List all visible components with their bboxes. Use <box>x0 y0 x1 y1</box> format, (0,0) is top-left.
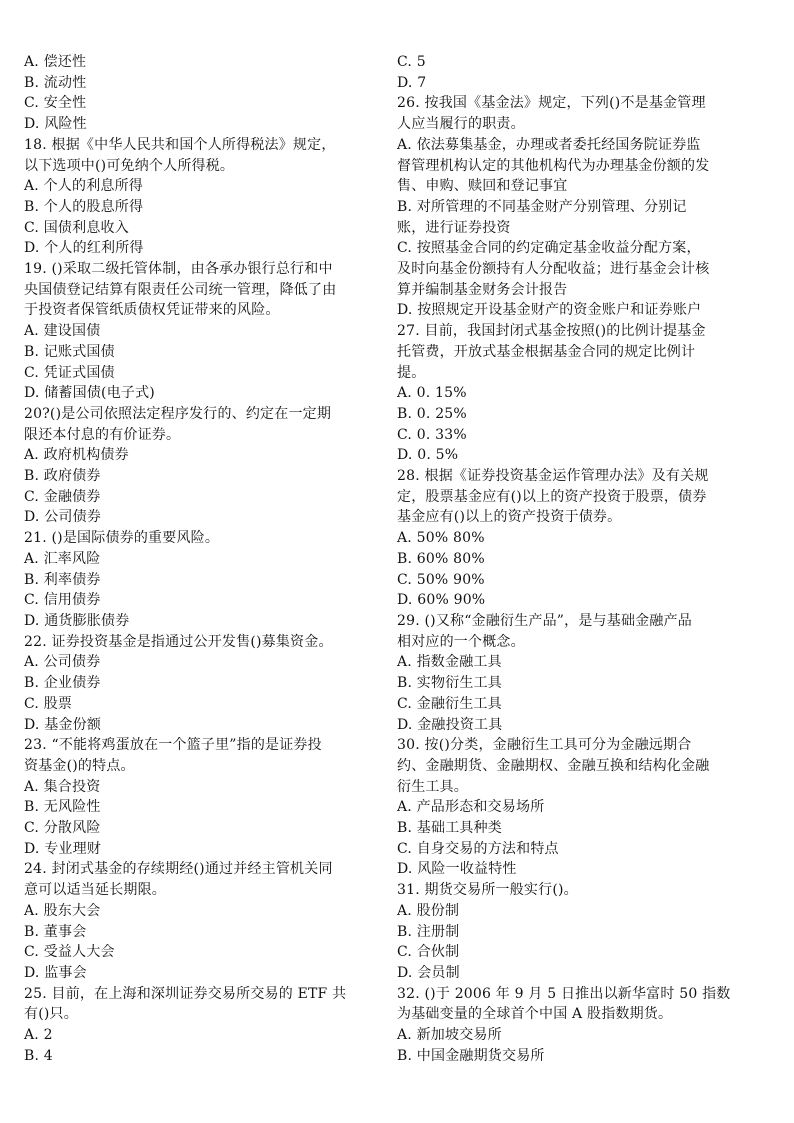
text-line: A. 建设国债 <box>24 323 101 340</box>
text-line: B. 基础工具种类 <box>397 820 502 837</box>
text-line: B. 个人的股息所得 <box>24 198 144 215</box>
text-line: 23. “不能将鸡蛋放在一个篮子里”指的是证券投 <box>24 737 322 754</box>
right-column <box>397 52 757 1066</box>
text-line: D. 按照规定开设基金财产的资金账户和证券账户 <box>397 302 702 319</box>
text-line: B. 60% 80% <box>397 550 485 567</box>
text-line: 18. 根据《中华人民共和国个人所得税法》规定， <box>24 136 336 153</box>
text-line: 限还本付息的有价证券。 <box>24 426 181 443</box>
left-column <box>24 52 384 1066</box>
text-line: C. 金融衍生工具 <box>397 695 502 712</box>
text-line: B. 企业债券 <box>24 675 101 692</box>
text-line: B. 政府债券 <box>24 468 101 485</box>
text-line: 21. ()是国际债券的重要风险。 <box>24 530 220 547</box>
text-line: 人应当履行的职责。 <box>397 116 525 133</box>
text-line: 提。 <box>397 364 426 381</box>
text-line: C. 受益人大会 <box>24 944 115 961</box>
text-line: A. 政府机构债券 <box>24 447 129 464</box>
text-line: B. 0. 25% <box>397 405 467 422</box>
text-line: 账，进行证券投资 <box>397 219 511 236</box>
text-line: B. 中国金融期货交易所 <box>397 1047 545 1064</box>
text-line: B. 对所管理的不同基金财产分别管理、分别记 <box>397 198 687 215</box>
text-line: D. 通货膨胀债券 <box>24 612 130 629</box>
text-line: D. 基金份额 <box>24 716 102 733</box>
text-line: 26. 按我国《基金法》规定，下列()不是基金管理 <box>397 95 706 112</box>
text-line: C. 分散风险 <box>24 820 101 837</box>
text-line: A. 指数金融工具 <box>397 654 502 671</box>
text-line: A. 新加坡交易所 <box>397 1027 502 1044</box>
text-line: D. 个人的红利所得 <box>24 240 144 257</box>
text-line: 资基金()的特点。 <box>24 757 135 774</box>
text-line: 29. ()又称“金融衍生产品”，是与基础金融产品 <box>397 612 692 629</box>
text-line: C. 股票 <box>24 695 73 712</box>
text-line: A. 2 <box>24 1027 53 1044</box>
text-line: B. 流动性 <box>24 74 87 91</box>
text-line: D. 监事会 <box>24 964 87 981</box>
text-line: 32. ()于 2006 年 9 月 5 日推出以新华富时 50 指数 <box>397 985 731 1002</box>
text-line: 意可以适当延长期限。 <box>24 882 166 899</box>
text-line: D. 0. 5% <box>397 447 459 464</box>
text-line: A. 个人的利息所得 <box>24 178 144 195</box>
text-line: D. 公司债券 <box>24 509 102 526</box>
text-line: 算并编制基金财务会计报告 <box>397 281 568 298</box>
text-line: 有()只。 <box>24 1006 78 1023</box>
text-line: C. 自身交易的方法和特点 <box>397 840 559 857</box>
text-line: B. 记账式国债 <box>24 343 115 360</box>
text-line: D. 风险性 <box>24 116 87 133</box>
text-line: A. 产品形态和交易场所 <box>397 799 545 816</box>
text-line: 27. 目前，我国封闭式基金按照()的比例计提基金 <box>397 323 706 340</box>
text-line: 及时向基金份额持有人分配收益；进行基金会计核 <box>397 261 710 278</box>
text-line: B. 注册制 <box>397 923 460 940</box>
text-line: 托管费，开放式基金根据基金合同的规定比例计 <box>397 343 696 360</box>
text-line: 定，股票基金应有()以上的资产投资于股票，债券 <box>397 488 707 505</box>
text-line: C. 合伙制 <box>397 944 460 961</box>
text-line: 约、金融期货、金融期权、金融互换和结构化金融 <box>397 757 710 774</box>
text-line: C. 国债利息收入 <box>24 219 129 236</box>
text-line: A. 偿还性 <box>24 54 87 70</box>
text-line: 19. ()采取二级托管体制，由各承办银行总行和中 <box>24 261 333 278</box>
text-line: 为基础变量的全球首个中国 A 股指数期货。 <box>397 1006 673 1023</box>
text-line: C. 0. 33% <box>397 426 467 443</box>
text-line: 相对应的一个概念。 <box>397 633 525 650</box>
text-line: D. 7 <box>397 74 427 91</box>
text-line: A. 50% 80% <box>397 530 485 547</box>
text-line: B. 4 <box>24 1047 53 1064</box>
text-line: 31. 期货交易所一般实行()。 <box>397 882 578 899</box>
text-line: C. 50% 90% <box>397 571 485 588</box>
text-line: B. 实物衍生工具 <box>397 675 502 692</box>
text-line: C. 凭证式国债 <box>24 364 115 381</box>
text-line: 售、申购、赎回和登记事宜 <box>397 178 568 195</box>
text-line: D. 专业理财 <box>24 840 102 857</box>
text-line: 24. 封闭式基金的存续期经()通过并经主管机关同 <box>24 861 333 878</box>
text-line: D. 金融投资工具 <box>397 716 503 733</box>
text-line: 22. 证券投资基金是指通过公开发售()募集资金。 <box>24 633 333 650</box>
text-line: 衍生工具。 <box>397 778 468 795</box>
text-line: 25. 目前，在上海和深圳证券交易所交易的 ETF 共 <box>24 985 347 1002</box>
text-line: C. 金融债券 <box>24 488 101 505</box>
text-line: A. 0. 15% <box>397 385 467 402</box>
text-line: 央国债登记结算有限责任公司统一管理，降低了由 <box>24 281 337 298</box>
text-line: A. 公司债券 <box>24 654 101 671</box>
text-line: D. 60% 90% <box>397 592 486 609</box>
text-line: D. 风险一收益特性 <box>397 861 517 878</box>
text-line: 30. 按()分类，金融衍生工具可分为金融远期合 <box>397 737 692 754</box>
text-line: B. 董事会 <box>24 923 87 940</box>
text-line: C. 安全性 <box>24 95 87 112</box>
text-line: B. 无风险性 <box>24 799 101 816</box>
text-line: C. 信用债券 <box>24 592 101 609</box>
text-line: C. 按照基金合同的约定确定基金收益分配方案， <box>397 240 701 257</box>
text-line: D. 会员制 <box>397 964 460 981</box>
text-line: A. 集合投资 <box>24 778 101 795</box>
text-line: 20?()是公司依照法定程序发行的、约定在一定期 <box>24 405 332 422</box>
text-line: A. 依法募集基金，办理或者委托经国务院证券监 <box>397 136 701 153</box>
text-line: 于投资者保管纸质债权凭证带来的风险。 <box>24 302 280 319</box>
text-line: 基金应有()以上的资产投资于债券。 <box>397 509 622 526</box>
text-line: A. 汇率风险 <box>24 550 101 567</box>
text-line: 以下选项中()可免纳个人所得税。 <box>24 157 235 174</box>
text-line: C. 5 <box>397 54 426 70</box>
text-line: A. 股东大会 <box>24 902 101 919</box>
text-line: A. 股份制 <box>397 902 460 919</box>
text-line: 28. 根据《证券投资基金运作管理办法》及有关规 <box>397 468 709 485</box>
text-line: D. 储蓄国债(电子式) <box>24 385 155 402</box>
text-line: 督管理机构认定的其他机构代为办理基金份额的发 <box>397 157 710 174</box>
text-line: B. 利率债券 <box>24 571 101 588</box>
